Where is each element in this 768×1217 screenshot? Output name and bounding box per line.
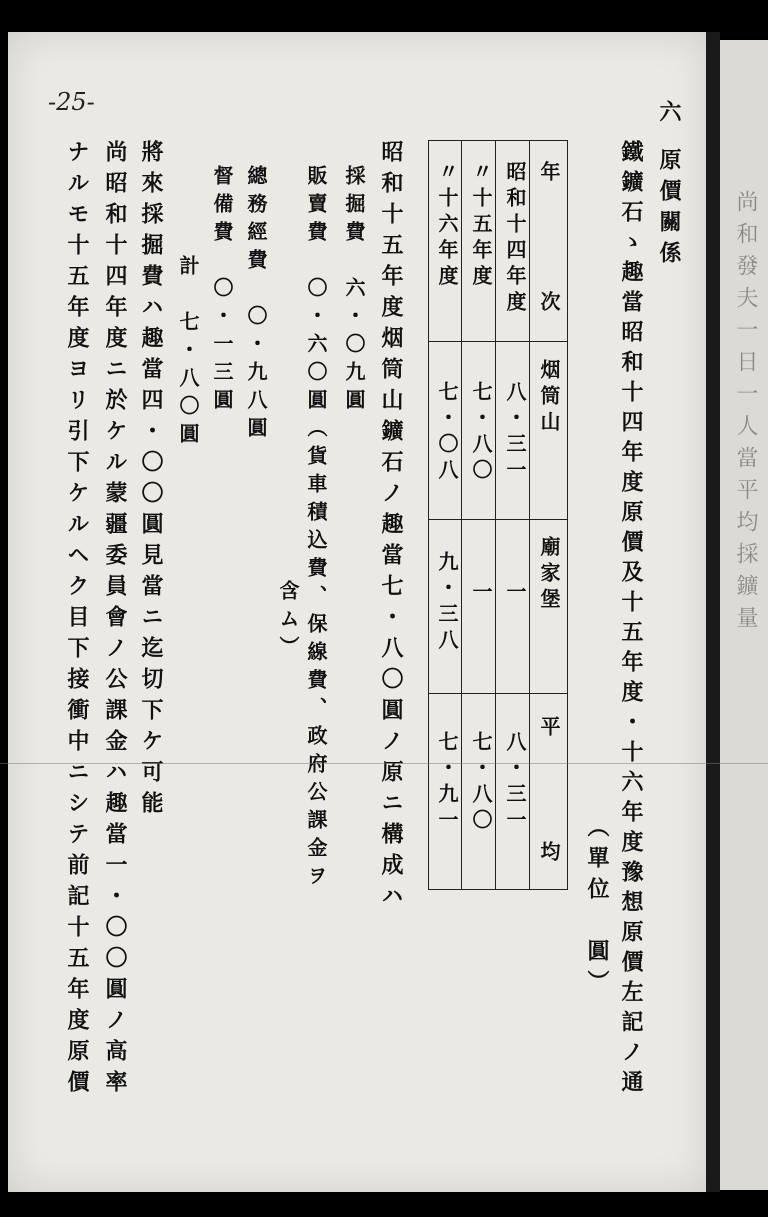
cost-supervision: 督備費 〇・一三圓: [210, 165, 234, 417]
row3-miaojiabao: 九・三八: [435, 551, 459, 655]
scan-artifact-line: [0, 763, 768, 764]
header-average-2: 均: [537, 841, 561, 867]
cost-general: 總務經費 〇・九八圓: [244, 165, 268, 445]
row3-average: 七・九一: [435, 731, 459, 835]
adjacent-page-text: 尚和發夫一日一人當平均採鑛量: [733, 190, 758, 638]
header-year-2: 次: [537, 291, 561, 317]
cost-total: 計 七・八〇圓: [176, 255, 200, 451]
row2-yantongshan: 七・八〇: [469, 381, 493, 485]
row1-yantongshan: 八・三一: [503, 381, 527, 485]
row3-yantongshan: 七・〇八: [435, 381, 459, 485]
body-line-levy: 尚昭和十四年度ニ於ケル蒙疆委員會ノ公課金ハ趣當一・〇〇圓ノ高率: [102, 140, 128, 1101]
row2-average: 七・八〇: [469, 731, 493, 835]
intro-line-1: 鐵鑛石ゝ趣當昭和十四年度原價及十五年度・十六年度豫想原價左記ノ通: [618, 140, 644, 1100]
body-line-1: 昭和十五年度烟筒山鑛石ノ趣當七・八〇圓ノ原ニ構成ハ: [378, 140, 404, 915]
row1-year: 昭和十四年度: [503, 161, 527, 317]
section-title: 原價關係: [656, 148, 682, 272]
header-average: 平: [537, 716, 561, 742]
body-line-future: 將來採掘費ハ趣當四・〇〇圓見當ニ迄切下ケ可能: [138, 140, 164, 822]
row3-year: 〃十六年度: [435, 161, 459, 291]
row1-miaojiabao: 一: [503, 581, 527, 607]
page-gutter: [706, 32, 720, 1192]
intro-unit: （單位 圓）: [584, 815, 610, 1001]
cost-mining: 採掘費 六・〇九圓: [342, 165, 366, 417]
row1-average: 八・三一: [503, 731, 527, 835]
cost-table: [428, 140, 568, 890]
body-line-negotiation: ナルモ十五年度ヨリ引下ケルヘク目下接衝中ニシテ前記十五年度原價: [64, 140, 90, 1101]
header-yantongshan: 烟筒山: [537, 359, 561, 437]
section-number: 六: [656, 100, 682, 131]
header-miaojiabao: 廟家堡: [537, 536, 561, 614]
row2-year: 〃十五年度: [469, 161, 493, 291]
row2-miaojiabao: 一: [469, 581, 493, 607]
cost-sales-cont: 含ム）: [276, 580, 300, 664]
adjacent-page-strip: [720, 40, 768, 1190]
page-number: -25-: [48, 88, 95, 116]
header-year: 年: [537, 161, 561, 187]
cost-sales: 販賣費 〇・六〇圓（貨車積込費、保線費、政府公課金ヲ: [304, 165, 328, 893]
